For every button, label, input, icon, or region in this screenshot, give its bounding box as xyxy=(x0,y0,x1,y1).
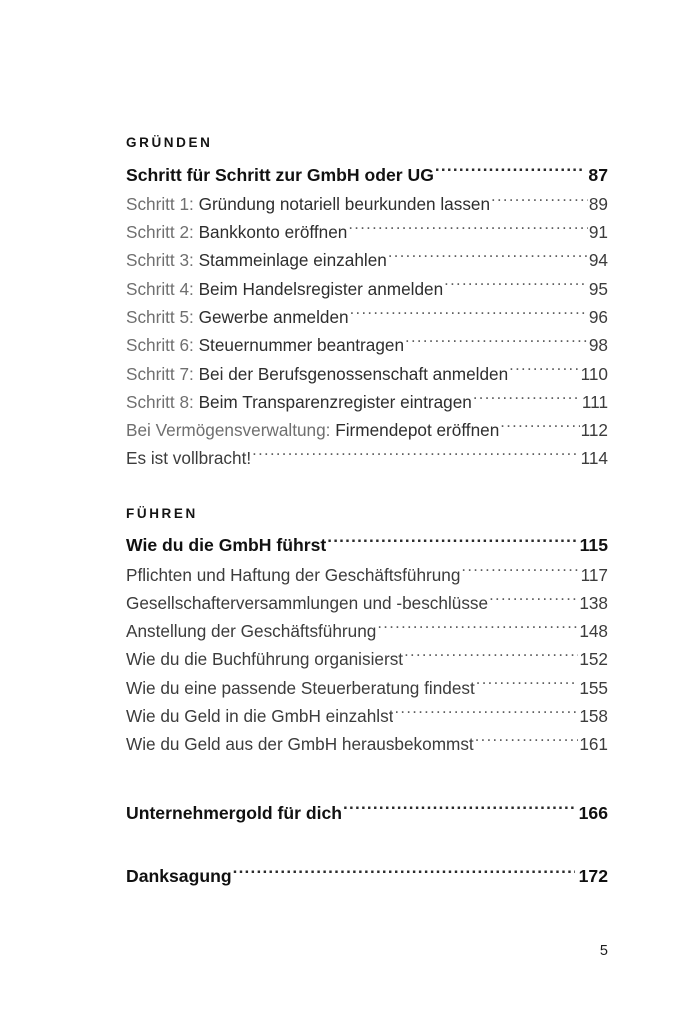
toc-entry-label xyxy=(126,416,499,444)
toc-entry-label: Wie du die Buchführung organisierst xyxy=(126,649,404,670)
toc-entry-row[interactable] xyxy=(126,730,608,758)
toc-entry-page: 96 xyxy=(588,306,608,327)
toc-chapter-row[interactable] xyxy=(126,161,608,189)
dot-leader xyxy=(509,362,579,379)
toc-entry-row[interactable] xyxy=(126,589,608,617)
toc-entry-row[interactable] xyxy=(126,617,608,645)
dot-leader xyxy=(461,563,579,580)
toc-entry-title: Bei der Berufsgenossenschaft anmelden xyxy=(198,363,509,384)
toc-chapter-title: Wie du die GmbH führst xyxy=(126,535,327,556)
toc-chapter-row[interactable] xyxy=(126,862,608,890)
toc-entry-page: 112 xyxy=(580,420,608,441)
dot-leader xyxy=(435,163,585,181)
toc-entry-row[interactable] xyxy=(126,645,608,673)
toc-entry-label: Anstellung der Geschäftsführung xyxy=(126,621,377,642)
toc-entry-prefix: Schritt 8: xyxy=(126,391,199,412)
toc-entry-prefix: Bei Vermögensverwaltung: xyxy=(126,420,336,441)
toc-entry-prefix: Schritt 5: xyxy=(126,306,199,327)
page-number-folio: 5 xyxy=(599,943,608,959)
toc-entry-page: 155 xyxy=(579,677,608,698)
dot-leader xyxy=(475,733,579,750)
dot-leader xyxy=(491,193,588,210)
toc-entry-row[interactable] xyxy=(126,702,608,730)
toc-entry-row[interactable] xyxy=(126,360,608,388)
dot-leader xyxy=(489,592,578,609)
section-label-fuehren: FÜHREN xyxy=(126,505,198,521)
toc-entry-page: 114 xyxy=(580,448,608,469)
toc-entry-label xyxy=(126,444,251,472)
toc-standalone-unternehmergold xyxy=(126,799,608,827)
toc-entry-title: Gewerbe anmelden xyxy=(198,306,349,327)
toc-entry-label: Gesellschafterversammlungen und -beschlüsse xyxy=(126,592,489,613)
toc-entry-page: 158 xyxy=(579,706,608,727)
dot-leader xyxy=(444,278,588,295)
toc-entry-title: Steuernummer beantragen xyxy=(198,335,405,356)
toc-chapter-row[interactable] xyxy=(126,531,608,559)
toc-section-gruenden xyxy=(126,136,608,473)
toc-entry-page: 94 xyxy=(588,250,608,271)
table-of-contents xyxy=(126,136,608,891)
toc-chapter-page: 87 xyxy=(588,164,608,185)
toc-entry-label xyxy=(126,190,490,218)
dot-leader xyxy=(233,864,575,882)
toc-entry-row[interactable] xyxy=(126,218,608,246)
dot-leader xyxy=(327,534,575,552)
toc-entry-prefix: Schritt 6: xyxy=(126,335,199,356)
toc-entry-row[interactable] xyxy=(126,303,608,331)
toc-entry-page: 89 xyxy=(588,193,608,214)
toc-entry-label: Wie du Geld in die GmbH einzahlst xyxy=(126,706,394,727)
toc-entry-label xyxy=(126,218,347,246)
toc-entry-row[interactable] xyxy=(126,444,608,472)
toc-entry-page: 98 xyxy=(588,335,608,356)
toc-entry-page: 91 xyxy=(588,222,608,243)
toc-entry-page: 138 xyxy=(579,592,608,613)
toc-entry-title: Firmendepot eröffnen xyxy=(335,420,500,441)
toc-entry-page: 161 xyxy=(579,734,608,755)
toc-entry-prefix: Schritt 7: xyxy=(126,363,199,384)
toc-entry-page: 117 xyxy=(580,564,608,585)
toc-entry-title: Beim Transparenzregister eintragen xyxy=(198,391,472,412)
dot-leader xyxy=(473,391,581,408)
toc-entry-page: 95 xyxy=(588,278,608,299)
dot-leader xyxy=(476,677,579,694)
dot-leader xyxy=(252,447,579,464)
toc-entry-label: Pflichten und Haftung der Geschäftsführung xyxy=(126,564,461,585)
toc-entry-label xyxy=(126,275,443,303)
toc-entry-label xyxy=(126,246,387,274)
toc-entry-label: Wie du eine passende Steuerberatung findest xyxy=(126,677,475,698)
dot-leader xyxy=(405,334,588,351)
toc-entry-row[interactable] xyxy=(126,246,608,274)
toc-chapter-page: 115 xyxy=(579,535,608,556)
toc-entry-title: Beim Handelsregister anmelden xyxy=(198,278,444,299)
toc-entry-title: Stammeinlage einzahlen xyxy=(198,250,387,271)
toc-entry-title: Bankkonto eröffnen xyxy=(198,222,348,243)
toc-standalone-danksagung xyxy=(126,862,608,890)
toc-chapter-page: 172 xyxy=(578,865,608,886)
toc-entry-prefix: Schritt 1: xyxy=(126,193,199,214)
toc-entry-page: 148 xyxy=(579,621,608,642)
toc-entry-label xyxy=(126,388,472,416)
dot-leader xyxy=(500,419,579,436)
dot-leader xyxy=(343,801,575,819)
toc-entry-page: 110 xyxy=(580,363,608,384)
toc-entry-row[interactable] xyxy=(126,190,608,218)
dot-leader xyxy=(350,306,588,323)
dot-leader xyxy=(404,648,578,665)
section-label-gruenden: GRÜNDEN xyxy=(126,135,213,150)
toc-entry-prefix: Schritt 4: xyxy=(126,278,199,299)
toc-chapter-page: 166 xyxy=(578,802,608,823)
toc-entry-row[interactable] xyxy=(126,388,608,416)
toc-chapter-title: Schritt für Schritt zur GmbH oder UG xyxy=(126,164,434,185)
dot-leader xyxy=(377,620,578,637)
toc-chapter-title: Unternehmergold für dich xyxy=(126,802,343,823)
toc-entry-row[interactable] xyxy=(126,674,608,702)
toc-entry-row[interactable] xyxy=(126,561,608,589)
toc-entry-prefix: Schritt 3: xyxy=(126,250,199,271)
toc-entry-label: Wie du Geld aus der GmbH herausbekommst xyxy=(126,734,474,755)
toc-entry-title: Es ist vollbracht! xyxy=(126,448,252,469)
dot-leader xyxy=(348,221,588,238)
toc-section-fuehren xyxy=(126,507,608,759)
toc-entry-label xyxy=(126,360,508,388)
toc-entry-label xyxy=(126,303,349,331)
toc-entry-title: Gründung notariell beurkunden lassen xyxy=(198,193,491,214)
toc-entry-row[interactable] xyxy=(126,331,608,359)
toc-chapter-title: Danksagung xyxy=(126,865,232,886)
dot-leader xyxy=(388,249,588,266)
toc-entry-row[interactable] xyxy=(126,275,608,303)
toc-entry-prefix: Schritt 2: xyxy=(126,222,199,243)
dot-leader xyxy=(394,705,578,722)
toc-chapter-row[interactable] xyxy=(126,799,608,827)
toc-entry-row[interactable] xyxy=(126,416,608,444)
toc-entry-label xyxy=(126,331,404,359)
toc-entry-page: 152 xyxy=(579,649,608,670)
toc-entry-page: 111 xyxy=(581,391,608,412)
